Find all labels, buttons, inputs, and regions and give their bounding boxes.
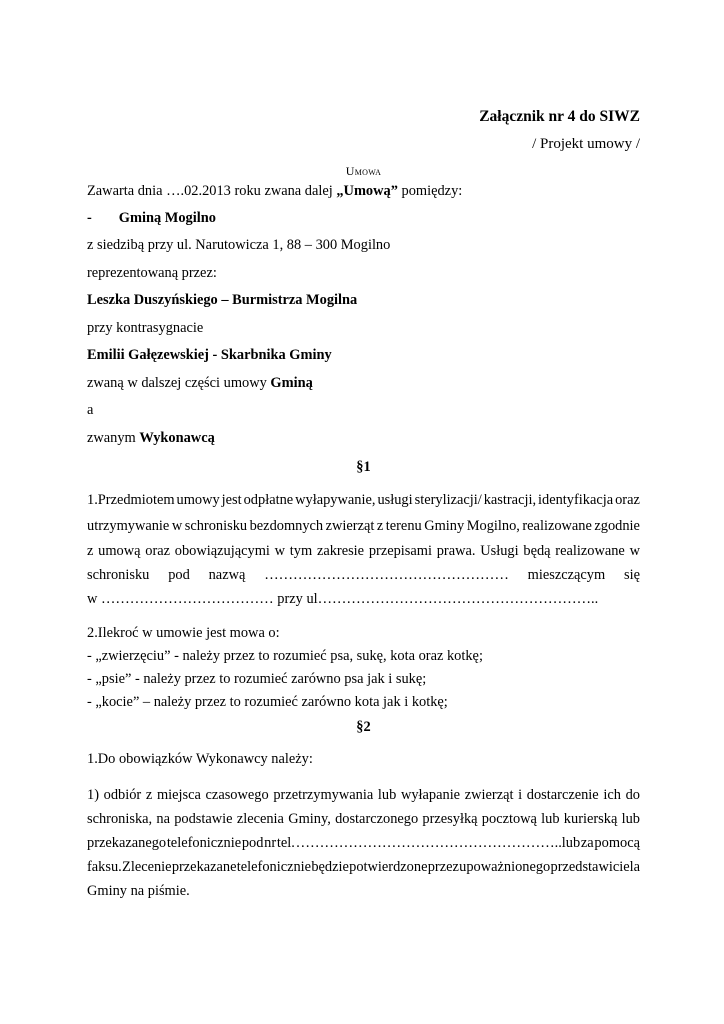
word: na xyxy=(156,811,170,827)
word: w xyxy=(274,543,286,559)
definition-cat: - „kocie” – należy przez to rozumieć zarówno kota jak i kotkę; xyxy=(87,694,448,710)
project-label: / Projekt umowy / xyxy=(532,136,640,152)
word: …………………………………………… xyxy=(264,567,509,583)
word: kurierską xyxy=(563,811,618,827)
word: odbiór xyxy=(103,787,142,803)
word: czasowego xyxy=(205,787,269,803)
word: schronisku xyxy=(184,518,248,534)
word: przekazanego xyxy=(87,835,167,851)
word: przesyłką xyxy=(422,811,478,827)
word: z xyxy=(145,787,153,803)
called-text: zwaną w dalszej części umowy xyxy=(87,375,271,391)
word: lub xyxy=(621,811,640,827)
word: zwierząt xyxy=(464,787,514,803)
s1-p1-line xyxy=(87,566,640,584)
s1-p1-last-line: w ……………………………… przy ul………………………………………………….. xyxy=(87,591,599,607)
definition-dog: - „psie” - należy przez to rozumieć zarówno psa jak i sukę; xyxy=(87,671,427,687)
word: tel. xyxy=(276,835,295,851)
word: w xyxy=(629,543,640,559)
concluded-text: Zawarta dnia ….02.2013 roku zwana dalej xyxy=(87,183,337,199)
word: prawa. xyxy=(436,543,476,559)
word: lub xyxy=(377,787,397,803)
word: zgodnie xyxy=(594,518,640,534)
word: nazwą xyxy=(208,567,246,583)
word: ich xyxy=(603,787,621,803)
definition-animal: - „zwierzęciu” - należy przez to rozumieć psa, sukę, kota oraz kotkę; xyxy=(87,648,483,664)
concluded-line xyxy=(87,182,462,200)
word: terenu xyxy=(385,518,422,534)
called-line xyxy=(87,374,313,392)
word: będą xyxy=(523,543,551,559)
word: oraz xyxy=(145,543,171,559)
word: bezdomnych xyxy=(249,518,324,534)
word: sterylizacji/ xyxy=(414,492,482,508)
word: pod xyxy=(168,567,190,583)
s1-p1-line xyxy=(87,491,640,509)
word: będzie xyxy=(311,859,349,875)
word: za xyxy=(580,835,594,851)
contractor-term: Wykonawcą xyxy=(139,430,215,446)
party-line xyxy=(87,209,216,227)
represented-line: reprezentowaną przez: xyxy=(87,265,217,281)
word: usługi xyxy=(377,492,413,508)
word: Gminy xyxy=(424,518,465,534)
contractor-text: zwanym xyxy=(87,430,140,446)
s1-p1-line xyxy=(87,542,640,560)
word: pod xyxy=(241,835,264,851)
section1-heading: §1 xyxy=(356,459,371,475)
word: identyfikacja xyxy=(538,492,614,508)
word: pomocą xyxy=(594,835,640,851)
word: jest xyxy=(221,492,242,508)
word: tym xyxy=(289,543,313,559)
word: potwierdzone xyxy=(349,859,428,875)
s2-item1-last-line: Gminy na piśmie. xyxy=(87,883,190,899)
word: pocztową xyxy=(481,811,537,827)
word: realizowane xyxy=(522,518,592,534)
countersign-line: przy kontrasygnacie xyxy=(87,320,204,336)
word: Gminy, xyxy=(288,811,331,827)
s1-p1-line xyxy=(87,517,640,535)
word: przedstawiciela xyxy=(550,859,640,875)
word: schroniska, xyxy=(87,811,153,827)
word: przekazane xyxy=(171,859,237,875)
word: Mogilno, xyxy=(466,518,520,534)
document-title: Umowa xyxy=(345,164,382,178)
word: zwierząt xyxy=(325,518,375,534)
word: mieszczącym xyxy=(527,567,606,583)
word: utrzymywanie xyxy=(87,518,170,534)
word: miejsca xyxy=(156,787,201,803)
word: Zlecenie xyxy=(122,859,172,875)
word: odpłatne xyxy=(243,492,294,508)
word: ………………………………………………..lub xyxy=(295,835,581,851)
party-dash: - xyxy=(87,210,92,226)
seat-line: z siedzibą przy ul. Narutowicza 1, 88 – 300 Mogilno xyxy=(87,237,391,253)
word: nr xyxy=(264,835,277,851)
word: oraz xyxy=(615,492,640,508)
word: faksu. xyxy=(87,859,122,875)
word: zlecenia xyxy=(236,811,284,827)
attachment-label: Załącznik nr 4 do SIWZ xyxy=(479,108,640,125)
municipality-term: Gminą xyxy=(270,375,313,391)
contractor-line xyxy=(87,429,215,447)
obligations-intro: 1.Do obowiązków Wykonawcy należy: xyxy=(87,751,313,767)
agreement-term: „Umową” xyxy=(336,183,398,199)
word: umowy xyxy=(176,492,220,508)
word: 1.Przedmiotem xyxy=(87,492,175,508)
treasurer-line: Emilii Gałęzewskiej - Skarbnika Gminy xyxy=(87,347,332,363)
word: telefonicznie xyxy=(166,835,242,851)
word: dostarczenie xyxy=(526,787,599,803)
concluded-text-end: pomiędzy: xyxy=(397,183,463,199)
word: dostarczonego xyxy=(335,811,419,827)
mayor-line: Leszka Duszyńskiego – Burmistrza Mogilna xyxy=(87,292,358,308)
s2-item1-line xyxy=(87,858,640,876)
word: podstawie xyxy=(174,811,233,827)
word: przetrzymywania xyxy=(273,787,374,803)
word: z xyxy=(87,543,94,559)
word: upoważnionego xyxy=(459,859,551,875)
word: obowiązującymi xyxy=(174,543,270,559)
party-name: Gminą Mogilno xyxy=(118,210,216,226)
section2-heading: §2 xyxy=(356,719,371,735)
word: Usługi xyxy=(480,543,519,559)
word: umową xyxy=(98,543,141,559)
s2-item1-line xyxy=(87,810,640,828)
word: wyłapanie xyxy=(400,787,461,803)
word: kastracji, xyxy=(483,492,537,508)
word: z xyxy=(376,518,384,534)
word: zakresie xyxy=(316,543,365,559)
word: telefonicznie xyxy=(236,859,312,875)
word: przepisami xyxy=(368,543,432,559)
word: lub xyxy=(541,811,560,827)
word: realizowane xyxy=(555,543,625,559)
word: przez xyxy=(427,859,459,875)
word: w xyxy=(171,518,183,534)
word: do xyxy=(625,787,640,803)
s2-item1-line xyxy=(87,834,640,852)
word: się xyxy=(624,567,640,583)
s2-item1-line xyxy=(87,786,640,804)
definitions-intro: 2.Ilekroć w umowie jest mowa o: xyxy=(87,625,280,641)
word: i xyxy=(518,787,523,803)
word: 1) xyxy=(87,787,99,803)
word: schronisku xyxy=(87,567,150,583)
and-line: a xyxy=(87,402,94,418)
word: wyłapywanie, xyxy=(295,492,376,508)
